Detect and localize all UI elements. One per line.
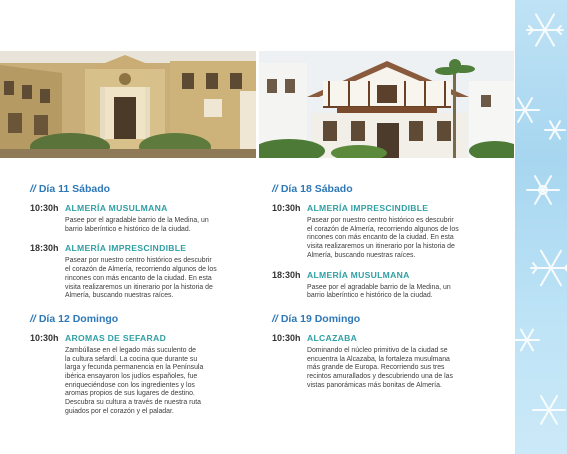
schedule-right-column xyxy=(272,182,497,394)
event-time: 10:30h xyxy=(272,332,301,343)
snowflake-icon xyxy=(527,14,563,45)
slash-mark: // xyxy=(272,183,278,195)
event-time: 10:30h xyxy=(30,203,59,213)
day-heading xyxy=(30,312,255,326)
event-item xyxy=(272,269,497,301)
day-heading xyxy=(272,182,497,196)
event-description: Pasear por nuestro centro histórico es descubrir el corazón de Almería, recorriendo algunos de los rincones con más encanto de la ciudad. En esta visita realizaremos un itinerario por la historia de Almería, buscando nuestras raíces. xyxy=(65,257,217,300)
event-item xyxy=(272,332,497,391)
snowflake-icon xyxy=(527,176,559,204)
event-title: AROMAS DE SEFARAD xyxy=(65,332,167,343)
event-time: 10:30h xyxy=(272,203,301,213)
snowflake-icon xyxy=(533,396,565,424)
snowflake-icon xyxy=(515,98,539,122)
event-item xyxy=(30,242,255,301)
event-time: 10:30h xyxy=(30,332,59,343)
snowflake-icon xyxy=(531,251,567,286)
day-label: Día 11 Sábado xyxy=(38,183,111,195)
building-photo xyxy=(259,51,514,158)
event-item xyxy=(30,332,255,417)
event-item xyxy=(30,202,255,234)
event-title: ALMERÍA MUSULMANA xyxy=(307,269,410,280)
event-description: Dominando el núcleo primitivo de la ciudad se encuentra la Alcazaba, la fortaleza musulmana más grande de Europa. Recorriendo sus tres recintos amurallados y descubriendo una de las vistas panorámicas más bonitas de Almería. xyxy=(307,346,453,389)
event-title: ALMERÍA IMPRESCINDIBLE xyxy=(307,203,429,213)
day-label: Día 12 Domingo xyxy=(38,312,119,325)
event-title: ALCAZABA xyxy=(307,332,358,343)
schedule-left-column xyxy=(30,182,255,421)
courtyard-photo xyxy=(0,51,256,158)
snowflake-icon xyxy=(515,330,539,351)
event-title: ALMERÍA MUSULMANA xyxy=(65,203,168,213)
snowflake-icon xyxy=(545,121,565,138)
event-description: Pasee por el agradable barrio de la Medina, un barrio laberíntico e histórico de la ciudad. xyxy=(65,217,209,233)
slash-mark: // xyxy=(272,312,278,325)
event-time: 18:30h xyxy=(272,269,301,280)
event-item xyxy=(272,202,497,261)
slash-mark: // xyxy=(30,312,36,325)
event-time: 18:30h xyxy=(30,243,59,254)
snowflake-decoration xyxy=(515,0,567,454)
slash-mark: // xyxy=(30,183,36,195)
event-title: ALMERÍA IMPRESCINDIBLE xyxy=(65,243,187,254)
event-description: Pasear por nuestro centro histórico es descubrir el corazón de Almería, recorriendo algunos de los rincones con más encanto de la ciudad. En esta visita realizaremos un itinerario por la historia de Almería, buscando nuestras raíces. xyxy=(307,217,459,259)
day-heading xyxy=(30,182,255,196)
event-description: Zambúllase en el legado más suculento de la cultura sefardí. La cocina que durante su larga y fecunda permanencia en la Península ibérica ensayaron los judíos españoles, fue enriqueciéndose con los ingredientes y los aromas propios de sus lugares de destino. Descubra su cultura a través de nuestra ruta guiados por el corazón y el paladar. xyxy=(65,346,204,415)
day-label: Día 19 Domingo xyxy=(280,312,361,325)
event-description: Pasee por el agradable barrio de la Medina, un barrio laberíntico e histórico de la ciudad. xyxy=(307,283,451,300)
day-heading xyxy=(272,312,497,326)
day-label: Día 18 Sábado xyxy=(280,183,353,195)
